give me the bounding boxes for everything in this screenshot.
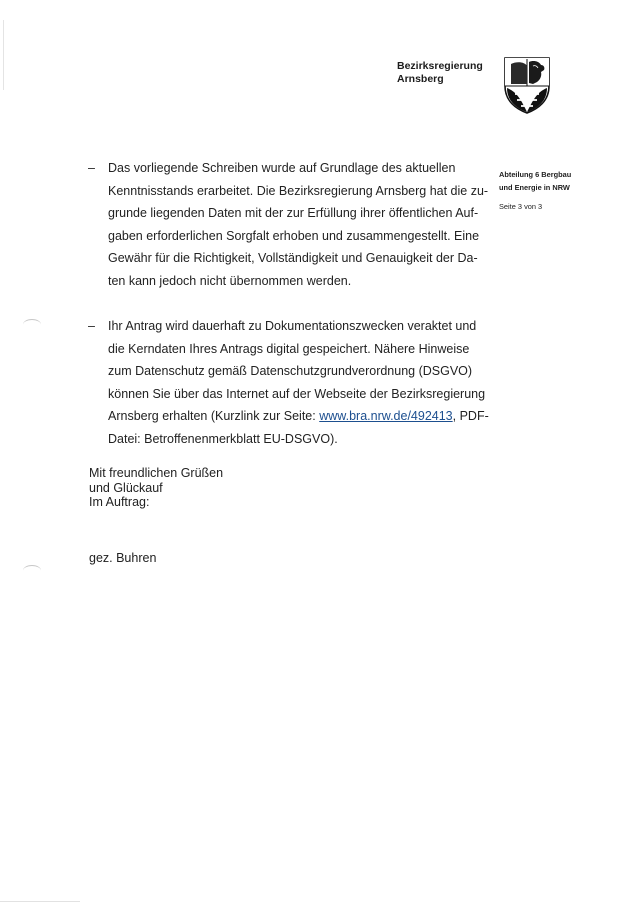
nrw-coat-of-arms-icon bbox=[503, 56, 551, 114]
paragraph-line: die Kerndaten Ihres Antrags digital gespeichert. Nähere Hinweise bbox=[108, 341, 470, 356]
punch-mark bbox=[23, 319, 41, 330]
paragraph-line: Gewähr für die Richtigkeit, Vollständigkeit und Genauigkeit der Da- bbox=[108, 251, 478, 265]
by-order-label: Im Auftrag: bbox=[89, 495, 150, 509]
paragraph-line: Das vorliegende Schreiben wurde auf Grundlage des aktuellen bbox=[108, 161, 456, 175]
paragraph-line: Kenntnisstands erarbeitet. Die Bezirksregierung Arnsberg hat die zu- bbox=[108, 183, 489, 198]
closing-block bbox=[89, 466, 223, 510]
line-text: Arnsberg erhalten (Kurzlink zur Seite: bbox=[108, 409, 320, 423]
paragraph-line: können Sie über das Internet auf der Webseite der Bezirksregierung bbox=[108, 386, 486, 401]
side-info-block bbox=[499, 169, 594, 214]
paragraph-line: Ihr Antrag wird dauerhaft zu Dokumentationszwecken veraktet und bbox=[108, 319, 477, 333]
org-name-line1: Bezirksregierung bbox=[397, 60, 483, 72]
paragraph-line: grunde liegenden Daten mit der zur Erfüllung ihrer öffentlichen Auf- bbox=[108, 206, 479, 220]
letterhead-org bbox=[397, 60, 483, 85]
page-number: Seite 3 von 3 bbox=[499, 202, 543, 211]
department-line2: und Energie in NRW bbox=[499, 182, 570, 192]
dash-bullet: – bbox=[88, 161, 95, 175]
paragraph-line: Datei: Betroffenenmerkblatt EU-DSGVO). bbox=[108, 431, 338, 446]
punch-mark bbox=[23, 565, 41, 576]
scan-edge-line bbox=[3, 20, 4, 90]
greeting-2: und Glückauf bbox=[89, 480, 163, 495]
department-line1: Abteilung 6 Bergbau bbox=[499, 170, 572, 179]
dash-bullet: – bbox=[88, 319, 95, 333]
paragraph-line: gaben erforderlichen Sorgfalt erhoben und zusammengestellt. Eine bbox=[108, 228, 480, 243]
bottom-rule bbox=[0, 901, 80, 902]
paragraph-line: ten kann jedoch nicht übernommen werden. bbox=[108, 273, 352, 288]
paragraph-line: zum Datenschutz gemäß Datenschutzgrundverordnung (DSGVO) bbox=[108, 364, 473, 378]
line-text: , PDF- bbox=[452, 409, 489, 423]
shortlink-link[interactable]: www.bra.nrw.de/492413 bbox=[319, 409, 453, 423]
paragraph-line-with-link bbox=[108, 405, 489, 428]
greeting: Mit freundlichen Grüßen bbox=[89, 466, 224, 480]
org-name-line2: Arnsberg bbox=[397, 72, 444, 85]
signature: gez. Buhren bbox=[89, 551, 157, 565]
